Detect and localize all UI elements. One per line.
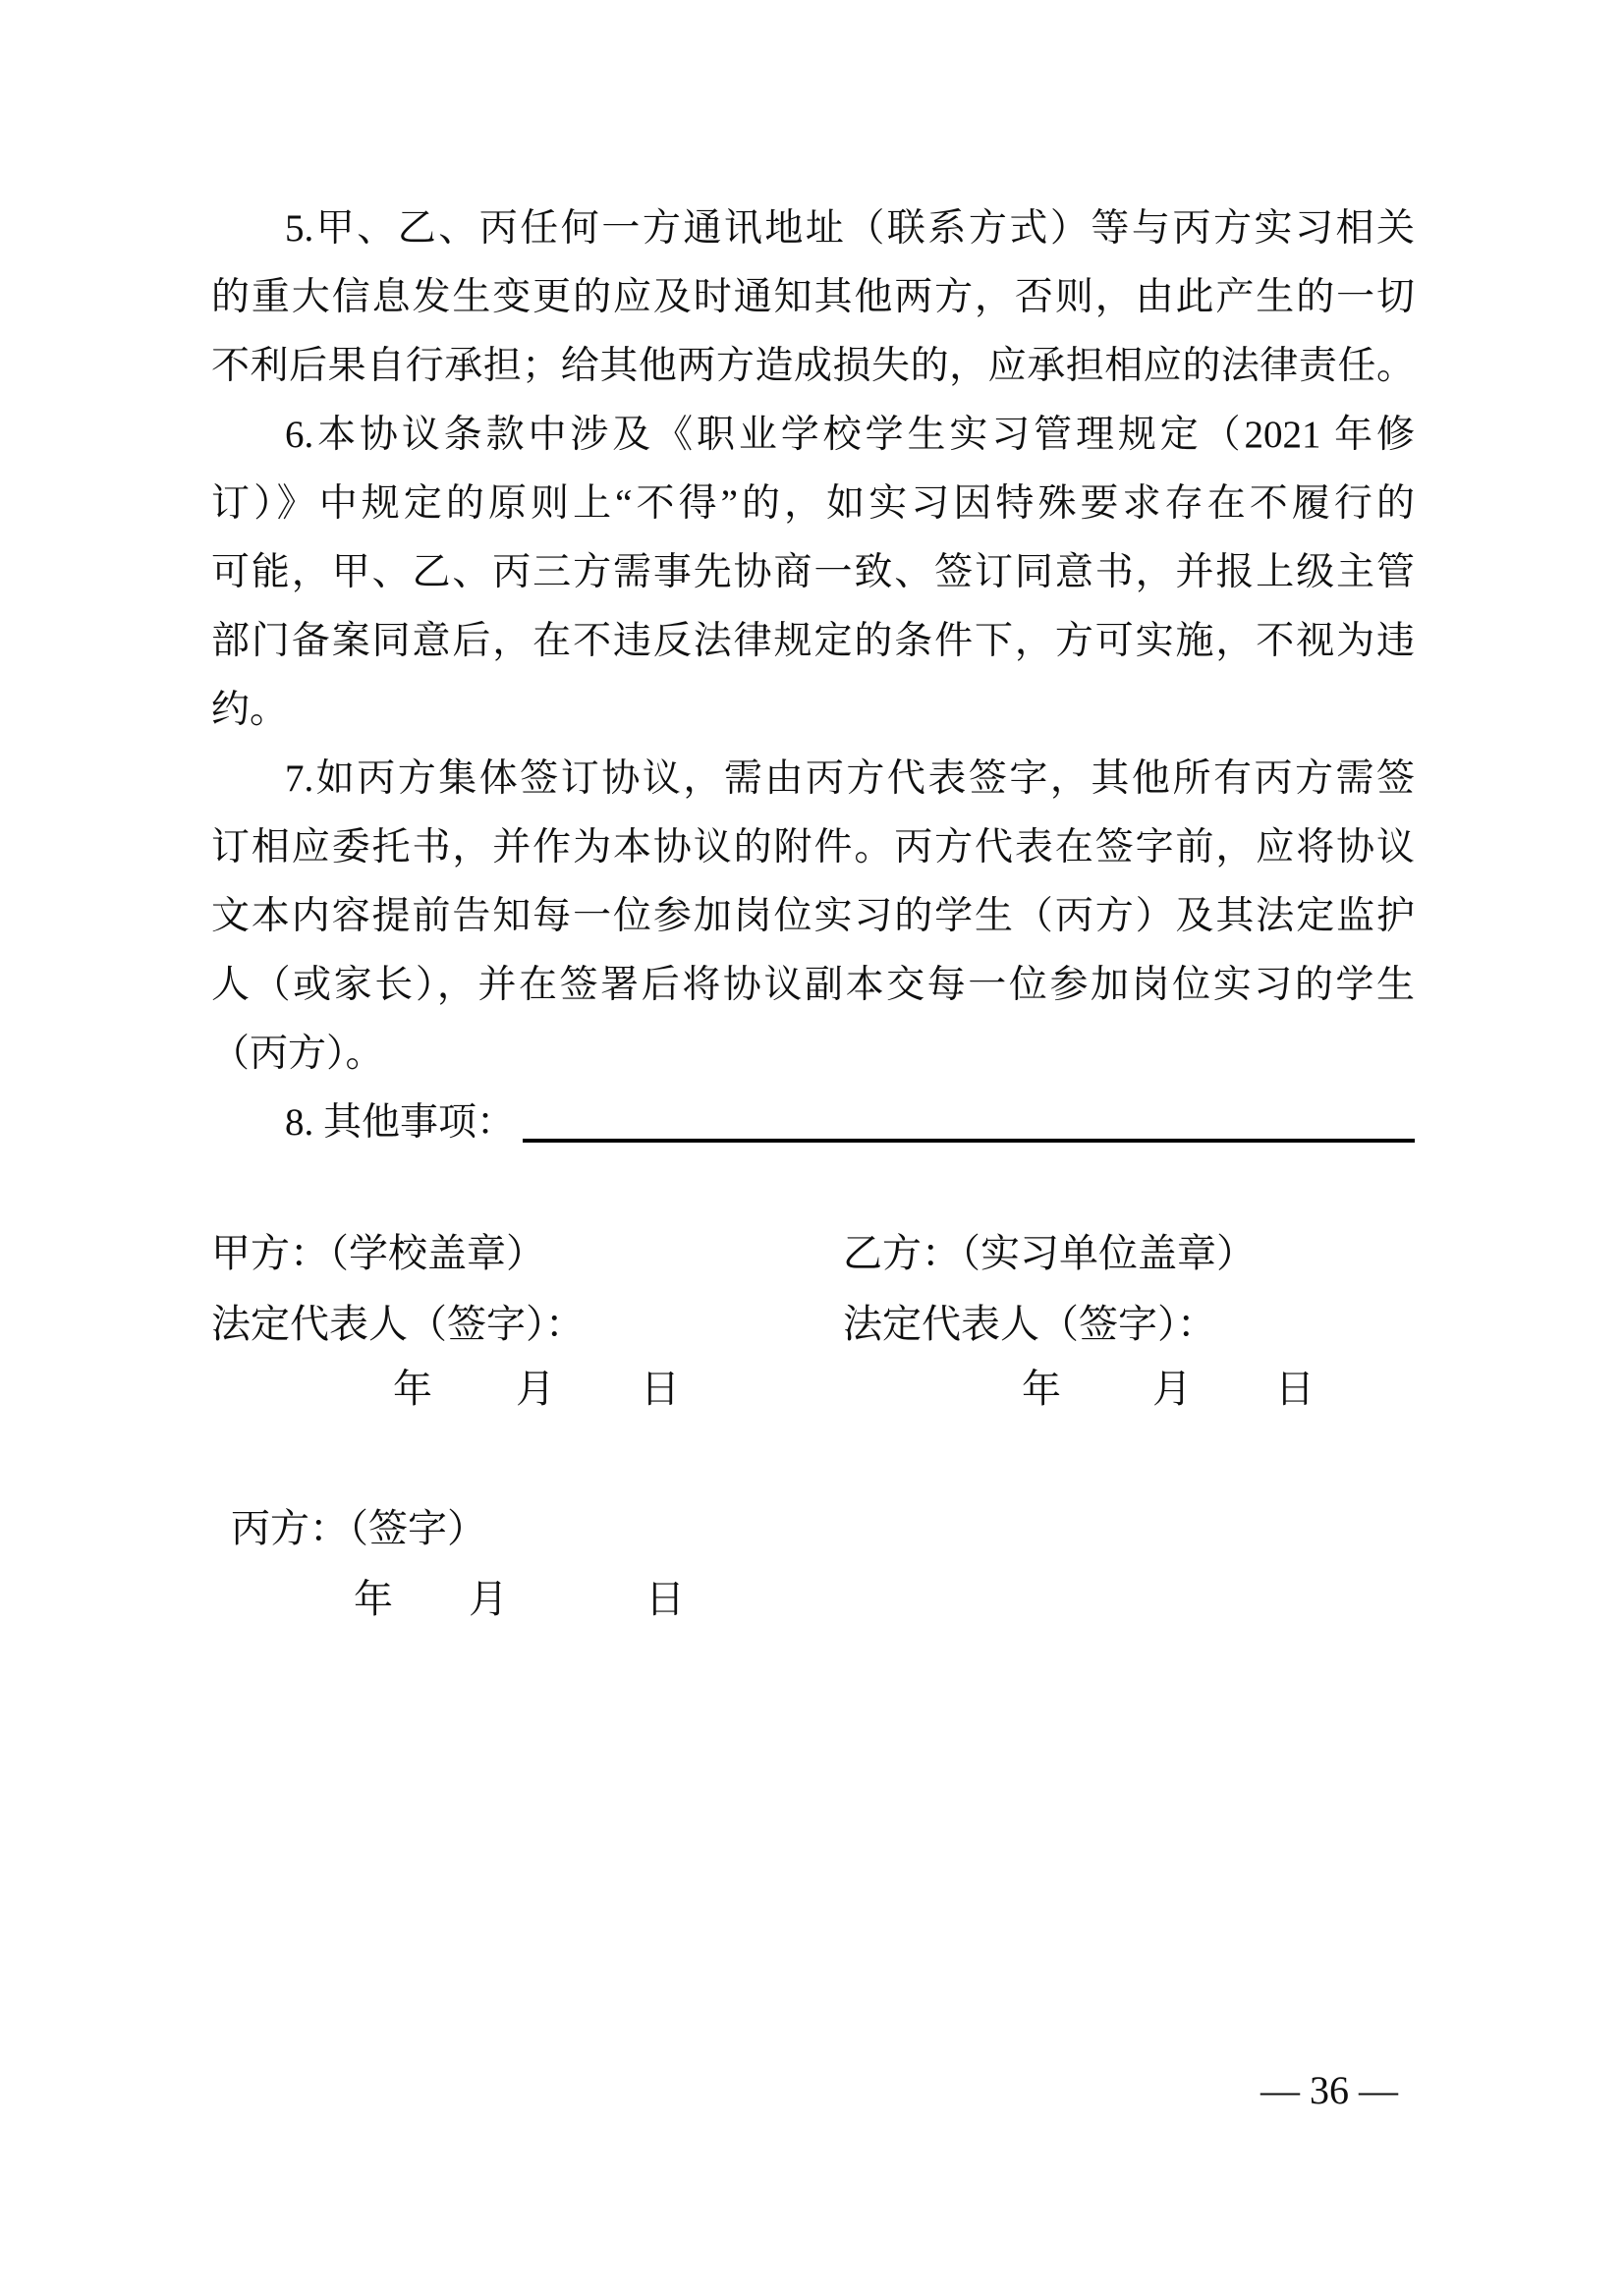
other-items-row (211, 1089, 1415, 1157)
year-label: 年 (393, 1367, 432, 1411)
party-b-date-row (1022, 1368, 1315, 1411)
day-label: 日 (641, 1367, 680, 1411)
page-number: — 36 — (1260, 2068, 1398, 2112)
party-b-title: 乙方：（实习单位盖章） (843, 1231, 1256, 1275)
month-label: 月 (1152, 1367, 1192, 1411)
body-line: 部门备案同意后，在不违反法律规定的条件下，方可实施，不视为违 (211, 620, 1415, 662)
body-line: 5.甲、乙、丙任何一方通讯地址（联系方式）等与丙方实习相关 (285, 207, 1415, 250)
body-line: （丙方）。 (211, 1033, 384, 1075)
year-label: 年 (1022, 1367, 1061, 1411)
party-a-title: 甲方：（学校盖章） (211, 1231, 545, 1275)
day-label: 日 (645, 1577, 685, 1621)
body-line: 文本内容提前告知每一位参加岗位实习的学生（丙方）及其法定监护 (211, 895, 1415, 937)
month-label: 月 (516, 1367, 555, 1411)
body-line: 人（或家长），并在签署后将协议副本交每一位参加岗位实习的学生 (211, 964, 1415, 1006)
body-line: 6.本协议条款中涉及《职业学校学生实习管理规定（2021 年修 (285, 414, 1415, 456)
party-c-title: 丙方：（签字） (231, 1506, 486, 1550)
body-line: 可能，甲、乙、丙三方需事先协商一致、签订同意书，并报上级主管 (211, 551, 1415, 593)
month-label: 月 (469, 1577, 508, 1621)
body-text (211, 195, 1415, 1157)
year-label: 年 (354, 1577, 393, 1621)
body-line: 的重大信息发生变更的应及时通知其他两方，否则，由此产生的一切 (211, 276, 1415, 318)
body-line: 订相应委托书，并作为本协议的附件。丙方代表在签字前，应将协议 (211, 826, 1415, 868)
party-b-representative-label: 法定代表人（签字）： (843, 1302, 1216, 1346)
body-line: 约。 (211, 689, 289, 731)
other-items-label: 8. 其他事项： (285, 1101, 516, 1144)
day-label: 日 (1275, 1367, 1315, 1411)
party-a-date-row (393, 1368, 680, 1411)
party-a-representative-label: 法定代表人（签字）： (211, 1302, 585, 1346)
body-line: 不利后果自行承担；给其他两方造成损失的，应承担相应的法律责任。 (211, 345, 1415, 387)
other-items-blank-line (523, 1089, 1415, 1143)
party-c-date-row (354, 1578, 685, 1621)
body-line: 订）》中规定的原则上“不得”的，如实习因特殊要求存在不履行的 (211, 482, 1415, 525)
body-line: 7.如丙方集体签订协议，需由丙方代表签字，其他所有丙方需签 (285, 757, 1415, 800)
